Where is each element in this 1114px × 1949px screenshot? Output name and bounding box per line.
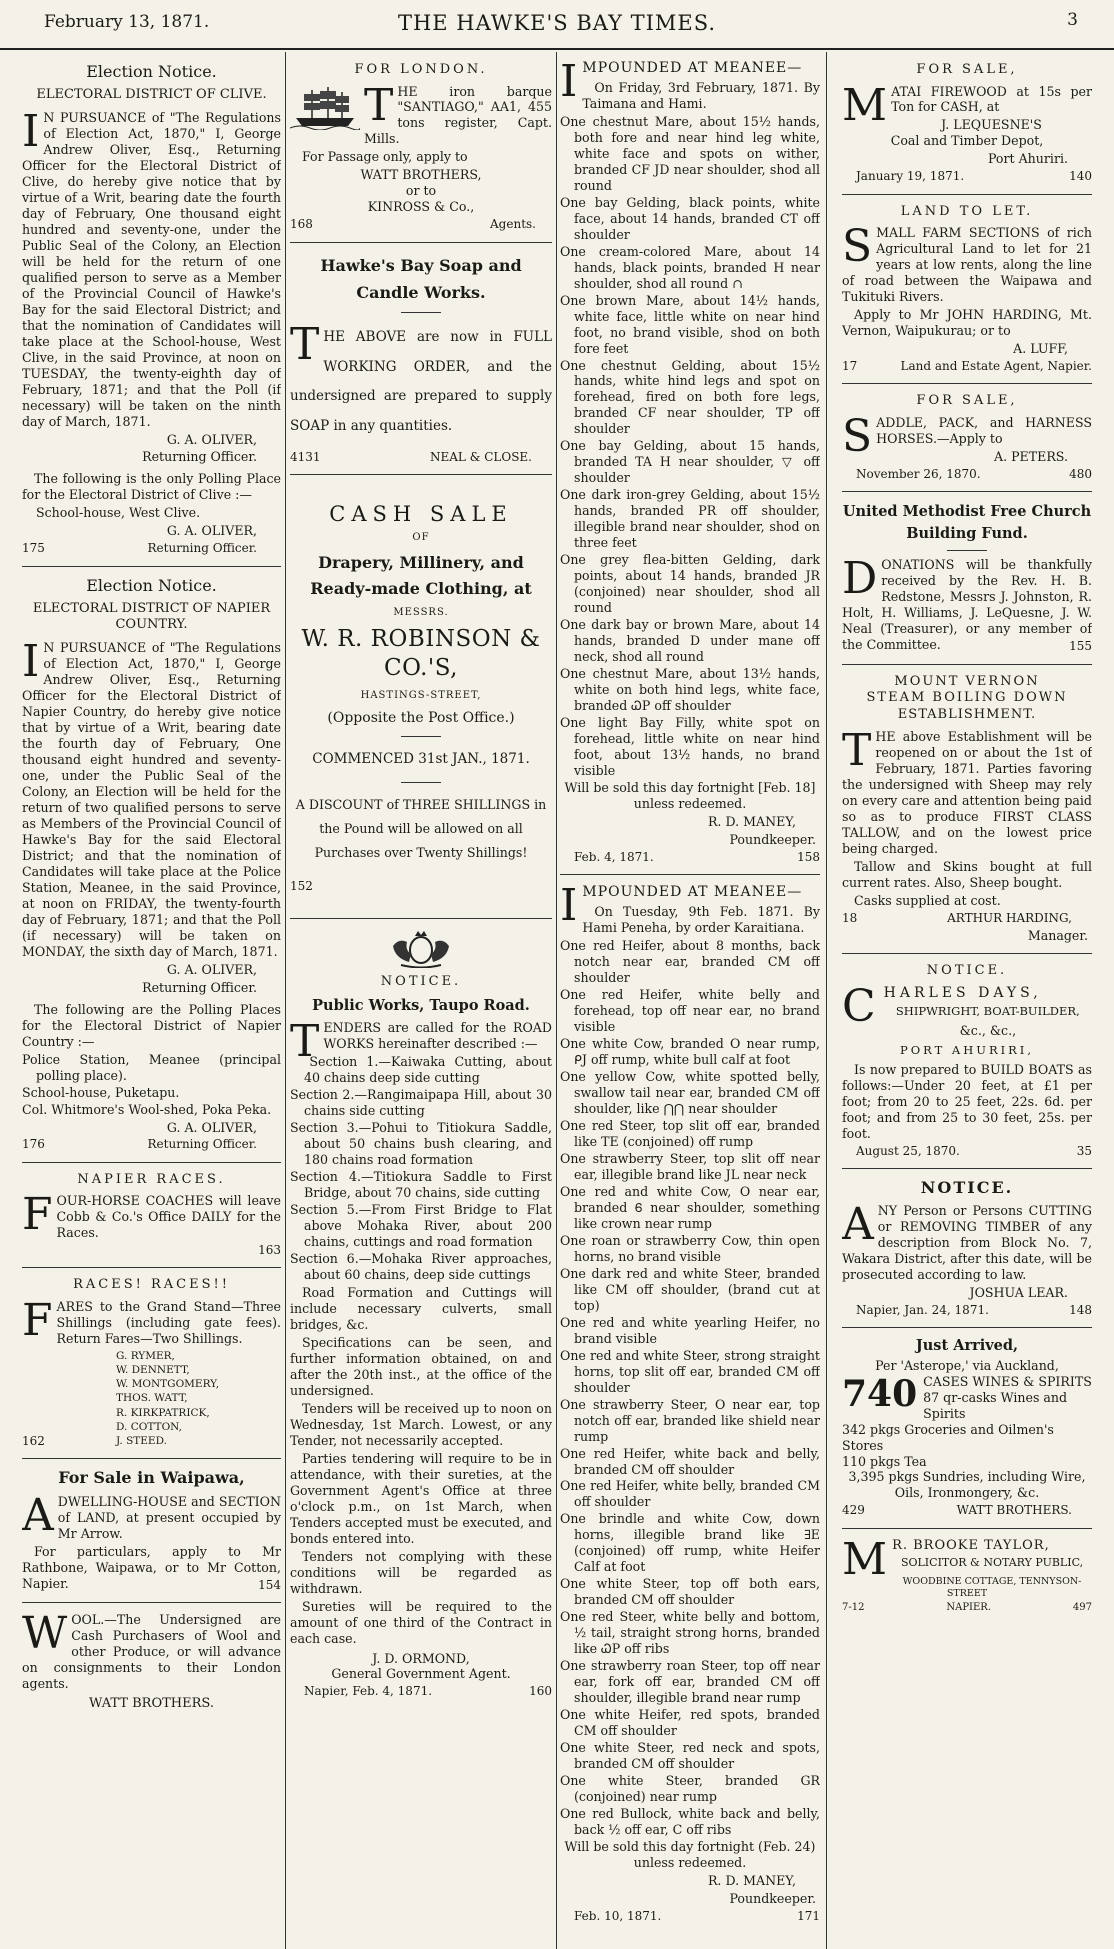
ad-number: 152 xyxy=(290,878,313,893)
ad-number: 160 xyxy=(529,1684,552,1699)
timber-body: ANY Person or Persons CUTTING or REMOVING TIMBER of any description from Block No. 7, Wakara District, after this date, will be prosecuted according to law. xyxy=(842,1199,1092,1282)
land-body: SMALL FARM SECTIONS of rich Agricultural Land to let for 21 years at low rents, along the line of road between the Waipawa and Tukituki Rivers. xyxy=(842,221,1092,305)
cases-count: 740 xyxy=(842,1372,918,1415)
impounded-animal: One red Steer, white belly and bottom, ½ tail, straight strong horns, branded like ᏇP off ribs xyxy=(560,1609,820,1657)
impounded-animal: One white Heifer, red spots, branded CM off shoulder xyxy=(560,1707,820,1739)
impounded-animal: One red Heifer, about 8 months, back notch near ear, branded CM off shoulder xyxy=(560,938,820,985)
sale-notice: Will be sold this day fortnight [Feb. 18] unless redeemed. xyxy=(564,780,816,812)
road-section: Section 6.—Mohaka River approaches, about 60 chains, deep side cuttings xyxy=(290,1250,552,1282)
divider xyxy=(22,566,281,567)
impounded-animal: One roan or strawberry Cow, thin open horns, no brand visible xyxy=(560,1232,820,1264)
committee-name: G. RYMER, xyxy=(116,1349,175,1362)
london-agent: WATT BROTHERS, xyxy=(360,167,482,183)
tender-paragraph: Tenders will be received up to noon on Wednesday, 1st March. Lowest, or any Tender, not necessarily accepted. xyxy=(290,1400,552,1448)
ad-number: 480 xyxy=(1069,466,1092,481)
impounded-animal: One chestnut Mare, about 15½ hands, both fore and near hind leg white, white face and spots on wither, branded CF JD near shoulder, shod all round xyxy=(560,113,820,193)
committee-name: R. KIRKPATRICK, xyxy=(116,1406,210,1419)
column-2 xyxy=(290,56,552,1944)
ad-number: 163 xyxy=(258,1243,281,1258)
ad-number: 18 xyxy=(842,910,858,925)
signature: J. D. ORMOND, xyxy=(372,1650,470,1666)
arrived-vessel: Per 'Asterope,' via Auckland, xyxy=(875,1357,1059,1373)
notice-date: August 25, 1870. xyxy=(856,1143,960,1158)
impounded-animal: One white Steer, red neck and spots, branded CM off shoulder xyxy=(560,1740,820,1772)
signature-role: Returning Officer. xyxy=(147,1137,257,1152)
impounded-animal: One red Bullock, white back and belly, back ½ off ear, C off ribs xyxy=(560,1806,820,1838)
divider xyxy=(290,474,552,475)
impounded-animal: One bay Gelding, black points, white face, about 14 hands, branded CT off shoulder xyxy=(560,194,820,242)
divider xyxy=(842,664,1092,665)
london-passage: For Passage only, apply to xyxy=(302,149,468,165)
ad-number: 168 xyxy=(290,217,313,232)
waipawa-body: ADWELLING-HOUSE and SECTION of LAND, at present occupied by Mr Arrow. xyxy=(22,1489,281,1541)
column-rule xyxy=(556,52,557,1949)
road-section: Section 3.—Pohui to Titiokura Saddle, about 50 chains bush clearing, and 180 chains road formation xyxy=(290,1120,552,1167)
taylor-address: WOODBINE COTTAGE, TENNYSON-STREET xyxy=(902,1576,1082,1600)
royal-crest-icon xyxy=(381,928,461,968)
impounded-intro: On Friday, 3rd February, 1871. By Taimana and Hami. xyxy=(582,79,820,111)
divider xyxy=(842,1528,1092,1529)
agents-label: Agents. xyxy=(490,217,536,232)
impounded-animal: One strawberry Steer, O near ear, top notch off ear, branded like shield near rump xyxy=(560,1396,820,1444)
tender-paragraph: Road Formation and Cuttings will include necessary culverts, small bridges, &c. xyxy=(290,1284,552,1332)
signature-role: General Government Agent. xyxy=(331,1666,511,1682)
polling-place: School-house, West Clive. xyxy=(36,505,201,521)
election-notice-heading: Election Notice. xyxy=(86,575,217,595)
divider xyxy=(842,383,1092,384)
wool-signature: WATT BROTHERS. xyxy=(89,1695,214,1711)
cash-of: OF xyxy=(412,531,430,543)
impounded-animal: One strawberry roan Steer, top off near ear, fork off ear, branded CM off shoulder, illegible brand near rump xyxy=(560,1658,820,1706)
signature: A. LUFF, xyxy=(1013,341,1068,357)
notice-date: Feb. 10, 1871. xyxy=(574,1909,662,1924)
soap-heading: Hawke's Bay Soap and Candle Works. xyxy=(320,255,522,302)
impounded-animal: One white Steer, branded GR (conjoined) near rump xyxy=(560,1773,820,1805)
races-heading: NAPIER RACES. xyxy=(77,1171,226,1187)
divider xyxy=(290,918,552,919)
polling-place: School-house, Puketapu. xyxy=(22,1084,180,1100)
column-1 xyxy=(22,56,281,1944)
signature: R. D. MANEY, xyxy=(707,814,796,830)
divider xyxy=(401,312,441,313)
signature: WATT BROTHERS. xyxy=(956,1503,1072,1518)
divider xyxy=(560,874,820,875)
election-notice-body: IN PURSUANCE of "The Regulations of Election Act, 1870," I, George Andrew Oliver, Esq., Returning Officer for the Electoral District of Napier Country, do hereby give notice that by virtue of a Writ, bearing date the fourth day of February, One thousand eight hundred and seventy-one, under the Public Seal of the Colony, an Election will be held for the return of two qualified persons to serve as Members of the Provincial Council of Hawke's Bay for the said Electoral District; and that the nomination of Candidates will take place at the Police Station, Meanee, in the said Province, at noon on FRIDAY, the twenty-fourth day of February, 1871; and that the Poll (if necessary) will be taken on MONDAY, the sixth day of March, 1871. xyxy=(22,635,281,959)
divider xyxy=(842,491,1092,492)
ad-number: 154 xyxy=(258,1577,281,1592)
ad-number: 155 xyxy=(1069,639,1092,654)
place: NAPIER. xyxy=(946,1602,992,1614)
notice-heading: NOTICE. xyxy=(380,974,462,990)
robinson-name: W. R. ROBINSON & CO.'S, xyxy=(301,626,541,682)
place: Port Ahuriri. xyxy=(987,151,1068,167)
impounded-animal: One dark bay or brown Mare, about 14 hands, branded D under mane off neck, shod all round xyxy=(560,617,820,665)
tender-paragraph: Specifications can be seen, and further information obtained, on and after the 20th inst., at the office of the undersigned. xyxy=(290,1334,552,1398)
signature-role: Returning Officer. xyxy=(142,979,257,995)
days-port: PORT AHURIRI, xyxy=(899,1042,1035,1057)
london-heading: FOR LONDON. xyxy=(354,62,488,77)
impounded-animal: One dark red and white Steer, branded like CM off shoulder, (brand cut at top) xyxy=(560,1265,820,1313)
polling-intro: The following are the Polling Places for the Electoral District of Napier Country :— xyxy=(22,1001,281,1049)
cargo-line: 110 pkgs Tea xyxy=(842,1453,927,1469)
cargo-line: 87 qr-casks Wines and Spirits xyxy=(923,1389,1068,1421)
church-body: DONATIONS will be thankfully received by the Rev. H. B. Redstone, Messrs J. Johnston, R. Holt, H. Williams, J. LeQuesne, J. W. Neal (Treasurer), or any member of the Committee. xyxy=(842,553,1092,653)
signature-role: Manager. xyxy=(1027,928,1088,944)
firewood-body: MATAI FIREWOOD at 15s per Ton for CASH, at xyxy=(842,79,1092,131)
taylor-role: SOLICITOR & NOTARY PUBLIC, xyxy=(900,1556,1084,1570)
divider xyxy=(22,1162,281,1163)
road-section: Section 4.—Titiokura Saddle to First Bridge, about 70 chains, side cutting xyxy=(290,1168,552,1200)
commenced: COMMENCED 31st JAN., 1871. xyxy=(312,751,530,768)
committee-name: J. STEED. xyxy=(116,1434,167,1447)
cargo-line: 342 pkgs Groceries and Oilmen's Stores xyxy=(842,1421,1054,1453)
committee-name: D. COTTON, xyxy=(116,1420,183,1433)
committee-name: THOS. WATT, xyxy=(116,1392,188,1405)
ad-number: 158 xyxy=(797,850,820,865)
ship-icon xyxy=(290,84,360,130)
divider xyxy=(22,1602,281,1603)
cash-messrs: MESSRS. xyxy=(393,606,449,618)
london-body: THE iron barque "SANTIAGO," AA1, 455 tons register, Capt. Mills. xyxy=(364,79,552,147)
divider xyxy=(22,1458,281,1459)
impounded-animal: One red Steer, top slit off ear, branded like TE (conjoined) off rump xyxy=(560,1117,820,1149)
days-name: CHARLES DAYS, xyxy=(842,980,1042,1032)
signature-role: Returning Officer. xyxy=(147,541,257,556)
races-heading: RACES! RACES!! xyxy=(73,1277,230,1293)
days-trade: SHIPWRIGHT, BOAT-BUILDER, xyxy=(895,1004,1080,1019)
impounded-animal: One white Cow, branded O near rump, ᑭJ off rump, white bull calf at foot xyxy=(560,1035,820,1067)
election-notice-body: IN PURSUANCE of "The Regulations of Election Act, 1870," I, George Andrew Oliver, Esq., Returning Officer for the Electoral District of Clive, do hereby give notice that by virtue of a Writ, bearing date the fourth day of February, One thousand eight hundred and seventy-one, under the Public Seal of the Colony, an Election will be held for the return of one qualified person to serve as a Member of the Provincial Council of Hawke's Bay for the said Electoral District; and that the nomination of Candidates will take place at the School-house, West Clive, in the said Province, at noon on TUESDAY, the twenty-eighth day of February, 1871; and that the Poll (if necessary) will be taken on the ninth day of March, 1871. xyxy=(22,105,281,429)
wool-body: WOOL.—The Undersigned are Cash Purchasers of Wool and other Produce, or will advance on consignments to their London agents. xyxy=(22,1607,281,1691)
depot: Coal and Timber Depot, xyxy=(890,133,1044,149)
impounded-animal: One strawberry Steer, top slit off near ear, illegible brand like JL near neck xyxy=(560,1150,820,1182)
road-section: Section 5.—From First Bridge to Flat above Mohaka River, about 200 chains, cuttings and road formation xyxy=(290,1201,552,1249)
cash-title: Drapery, Millinery, and Ready-made Clothing, at xyxy=(310,553,532,598)
impounded-animal: One red Heifer, white belly, branded CM off shoulder xyxy=(560,1478,820,1510)
ad-number: 140 xyxy=(1069,169,1092,184)
ad-number: 17 xyxy=(842,359,858,374)
taupo-road-title: Public Works, Taupo Road. xyxy=(312,996,530,1014)
divider xyxy=(22,1267,281,1268)
signature-role: Poundkeeper. xyxy=(729,1891,816,1907)
polling-intro: The following is the only Polling Place for the Electoral District of Clive :— xyxy=(22,471,281,503)
masthead xyxy=(0,0,1114,50)
notice-heading: NOTICE. xyxy=(920,1177,1014,1197)
vernon-paragraph: Tallow and Skins bought at full current rates. Also, Sheep bought. xyxy=(842,858,1092,890)
cargo-line: CASES WINES & SPIRITS xyxy=(923,1373,1092,1389)
cargo-line: 3,395 pkgs Sundries, including Wire, Oils, Ironmongery, &c. xyxy=(848,1469,1086,1501)
divider xyxy=(842,1327,1092,1328)
vernon-paragraph: Casks supplied at cost. xyxy=(854,892,1001,908)
impounded-intro: On Tuesday, 9th Feb. 1871. By Hami Peneha, by order Karaitiana. xyxy=(582,904,820,936)
ad-number: 7-12 xyxy=(842,1602,865,1614)
newspaper-title: THE HAWKE'S BAY TIMES. xyxy=(397,11,717,35)
impounded-heading: IMPOUNDED AT MEANEE— xyxy=(560,56,803,107)
column-4 xyxy=(842,56,1092,1944)
impounded-heading: IMPOUNDED AT MEANEE— xyxy=(560,880,803,932)
ad-number: 497 xyxy=(1072,1602,1092,1614)
arrived-heading: Just Arrived, xyxy=(915,1337,1019,1355)
vernon-heading: STEAM BOILING DOWN xyxy=(866,690,1068,706)
ad-number: 171 xyxy=(797,1909,820,1924)
impounded-animal: One dark iron-grey Gelding, about 15½ hands, branded PR off shoulder, illegible brand near shoulder, shod on three feet xyxy=(560,487,820,551)
ad-number: 175 xyxy=(22,541,45,556)
page-number: 3 xyxy=(1067,10,1078,30)
signature-role: Poundkeeper. xyxy=(729,832,816,848)
vernon-heading: MOUNT VERNON xyxy=(894,673,1040,689)
impounded-animal: One red and white Steer, strong straight horns, top slit off ear, branded CM off shoulder xyxy=(560,1347,820,1395)
ad-number: 35 xyxy=(1076,1143,1092,1158)
impounded-animal: One chestnut Gelding, about 15½ hands, white hind legs and spot on forehead, fired on both fore legs, branded CF near shoulder, TP off shoulder xyxy=(560,357,820,437)
london-agent: KINROSS & Co., xyxy=(367,199,475,215)
ad-number: 162 xyxy=(22,1434,45,1449)
district-heading: ELECTORAL DISTRICT OF CLIVE. xyxy=(36,87,267,103)
road-section: Section 2.—Rangimaipapa Hill, about 30 chains side cutting xyxy=(290,1087,552,1119)
polling-place: Col. Whitmore's Wool-shed, Poka Peka. xyxy=(22,1101,272,1117)
impounded-animal: One grey flea-bitten Gelding, dark points, about 14 hands, branded JR (conjoined) near shoulder, shod all round xyxy=(560,552,820,616)
signature-role: Land and Estate Agent, Napier. xyxy=(900,359,1092,374)
ad-number: 4131 xyxy=(290,449,321,464)
races-body: FARES to the Grand Stand—Three Shillings (including gate fees). Return Fares—Two Shillings. xyxy=(22,1294,281,1346)
days-etc: &c., &c., xyxy=(959,1023,1017,1038)
impounded-animal: One yellow Cow, white spotted belly, swallow tail near ear, branded CM off shoulder, like ⋂⋂ near shoulder xyxy=(560,1068,820,1116)
taylor-name: MR. BROOKE TAYLOR, xyxy=(842,1533,1050,1585)
impounded-animal: One brown Mare, about 14½ hands, white face, little white on near hind foot, no brand visible, shod on both fore feet xyxy=(560,292,820,356)
notice-date: Napier, Jan. 24, 1871. xyxy=(856,1302,989,1317)
for-sale-heading: FOR SALE, xyxy=(916,393,1018,409)
signature: G. A. OLIVER, xyxy=(166,961,257,977)
signature: G. A. OLIVER, xyxy=(166,523,257,539)
divider xyxy=(947,550,987,551)
district-heading: ELECTORAL DISTRICT OF NAPIER COUNTRY. xyxy=(32,600,271,633)
notice-date: January 19, 1871. xyxy=(856,169,965,184)
notice-heading: NOTICE. xyxy=(926,963,1008,979)
issue-date: February 13, 1871. xyxy=(44,12,210,32)
divider xyxy=(401,736,441,737)
impounded-animal: One brindle and white Cow, down horns, illegible brand like ∃E (conjoined) off rump, white Heifer Calf at foot xyxy=(560,1511,820,1575)
committee-name: W. MONTGOMERY, xyxy=(116,1378,220,1391)
impounded-animal: One light Bay Filly, white spot on forehead, little white on near hind foot, about 13½ hands, no brand visible xyxy=(560,715,820,779)
location: (Opposite the Post Office.) xyxy=(327,710,515,727)
divider xyxy=(401,782,441,783)
divider xyxy=(842,1168,1092,1169)
discount: A DISCOUNT of THREE SHILLINGS in the Pound will be allowed on all Purchases over Twenty Shillings! xyxy=(295,797,547,861)
cash-sale-heading: CASH SALE xyxy=(329,501,513,526)
election-notice-heading: Election Notice. xyxy=(86,62,217,81)
horses-body: SADDLE, PACK, and HARNESS HORSES.—Apply to xyxy=(842,410,1092,462)
waipawa-particulars: For particulars, apply to Mr Rathbone, Waipawa, or to Mr Cotton, Napier. xyxy=(22,1543,281,1591)
ad-number: 429 xyxy=(842,1503,865,1518)
column-rule xyxy=(826,52,827,1949)
london-agent: or to xyxy=(405,183,437,199)
signature: A. PETERS. xyxy=(993,448,1068,464)
impounded-animal: One red and white Cow, O near ear, branded Ꮾ near shoulder, something like crown near rump xyxy=(560,1183,820,1231)
notice-date: Napier, Feb. 4, 1871. xyxy=(304,1684,433,1699)
days-body: Is now prepared to BUILD BOATS as follows:—Under 20 feet, at £1 per foot; from 20 to 25 feet, 22s. 6d. per foot; and from 25 to 30 feet, 25s. per foot. xyxy=(842,1061,1092,1141)
impounded-animal: One red and white yearling Heifer, no brand visible xyxy=(560,1314,820,1346)
committee-name: W. DENNETT, xyxy=(116,1364,190,1377)
street: HASTINGS-STREET, xyxy=(360,689,482,701)
notice-date: Feb. 4, 1871. xyxy=(574,850,654,865)
ad-number: 148 xyxy=(1069,1302,1092,1317)
church-heading: United Methodist Free Church Building Fund. xyxy=(842,502,1092,542)
land-apply: Apply to Mr JOHN HARDING, Mt. Vernon, Waipukurau; or to xyxy=(842,307,1092,339)
sale-notice: Will be sold this day fortnight (Feb. 24) unless redeemed. xyxy=(564,1839,816,1871)
signature: JOSHUA LEAR. xyxy=(969,1284,1068,1300)
signature: ARTHUR HARDING, xyxy=(947,910,1072,925)
signature: G. A. OLIVER, xyxy=(166,431,257,447)
polling-place: Police Station, Meanee (principal polling place). xyxy=(22,1051,281,1083)
divider xyxy=(842,194,1092,195)
impounded-animal: One cream-colored Mare, about 14 hands, black points, branded H near shoulder, shod all round ∩ xyxy=(560,243,820,291)
vernon-body: THE above Establishment will be reopened on or about the 1st of February, 1871. Parties favoring the undersigned with Sheep may rely on every care and attention being paid so as to produce FIRST CLASS TALLOW, and on the lowest price being charged. xyxy=(842,725,1092,856)
waipawa-heading: For Sale in Waipawa, xyxy=(58,1468,245,1488)
signature: G. A. OLIVER, xyxy=(166,1119,257,1135)
divider xyxy=(842,953,1092,954)
signature: R. D. MANEY, xyxy=(707,1873,796,1889)
tender-paragraph: Tenders not complying with these conditions will be regarded as withdrawn. xyxy=(290,1548,552,1596)
impounded-animal: One red Heifer, white back and belly, branded CM off shoulder xyxy=(560,1445,820,1477)
column-rule xyxy=(285,52,286,1949)
soap-body: THE ABOVE are now in FULL WORKING ORDER, and the undersigned are prepared to supply SOAP in any quantities. xyxy=(290,318,552,435)
vernon-heading: ESTABLISHMENT. xyxy=(897,706,1037,722)
races-body: FOUR-HORSE COACHES will leave Cobb & Co.'s Office DAILY for the Races. xyxy=(22,1189,281,1241)
signature-role: Returning Officer. xyxy=(142,449,257,465)
soap-signature: NEAL & CLOSE. xyxy=(430,449,532,464)
for-sale-heading: FOR SALE, xyxy=(916,62,1018,77)
tender-intro: TENDERS are called for the ROAD WORKS hereinafter described :— xyxy=(290,1016,552,1068)
divider xyxy=(290,242,552,243)
impounded-animal: One white Steer, top off both ears, branded CM off shoulder xyxy=(560,1576,820,1608)
tender-paragraph: Sureties will be required to the amount of one third of the Contract in each case. xyxy=(290,1598,552,1646)
notice-date: November 26, 1870. xyxy=(856,466,981,481)
road-section: Section 1.—Kaiwaka Cutting, about 40 chains deep side cutting xyxy=(304,1054,552,1086)
seller-name: J. LEQUESNE'S xyxy=(941,117,1042,133)
land-heading: LAND TO LET. xyxy=(900,203,1034,219)
impounded-animal: One bay Gelding, about 15 hands, branded TA H near shoulder, ▽ off shoulder xyxy=(560,438,820,486)
impounded-animal: One red Heifer, white belly and forehead, top off near ear, no brand visible xyxy=(560,986,820,1034)
tender-paragraph: Parties tendering will require to be in attendance, with their sureties, at the Government Agent's Office at three o'clock p.m., on 1st March, when Tenders accepted must be executed, and bonds entered into. xyxy=(290,1450,552,1546)
impounded-animal: One chestnut Mare, about 13½ hands, white on both hind legs, white face, branded ᏇP off shoulder xyxy=(560,666,820,714)
ad-number: 176 xyxy=(22,1137,45,1152)
column-3 xyxy=(560,56,820,1944)
